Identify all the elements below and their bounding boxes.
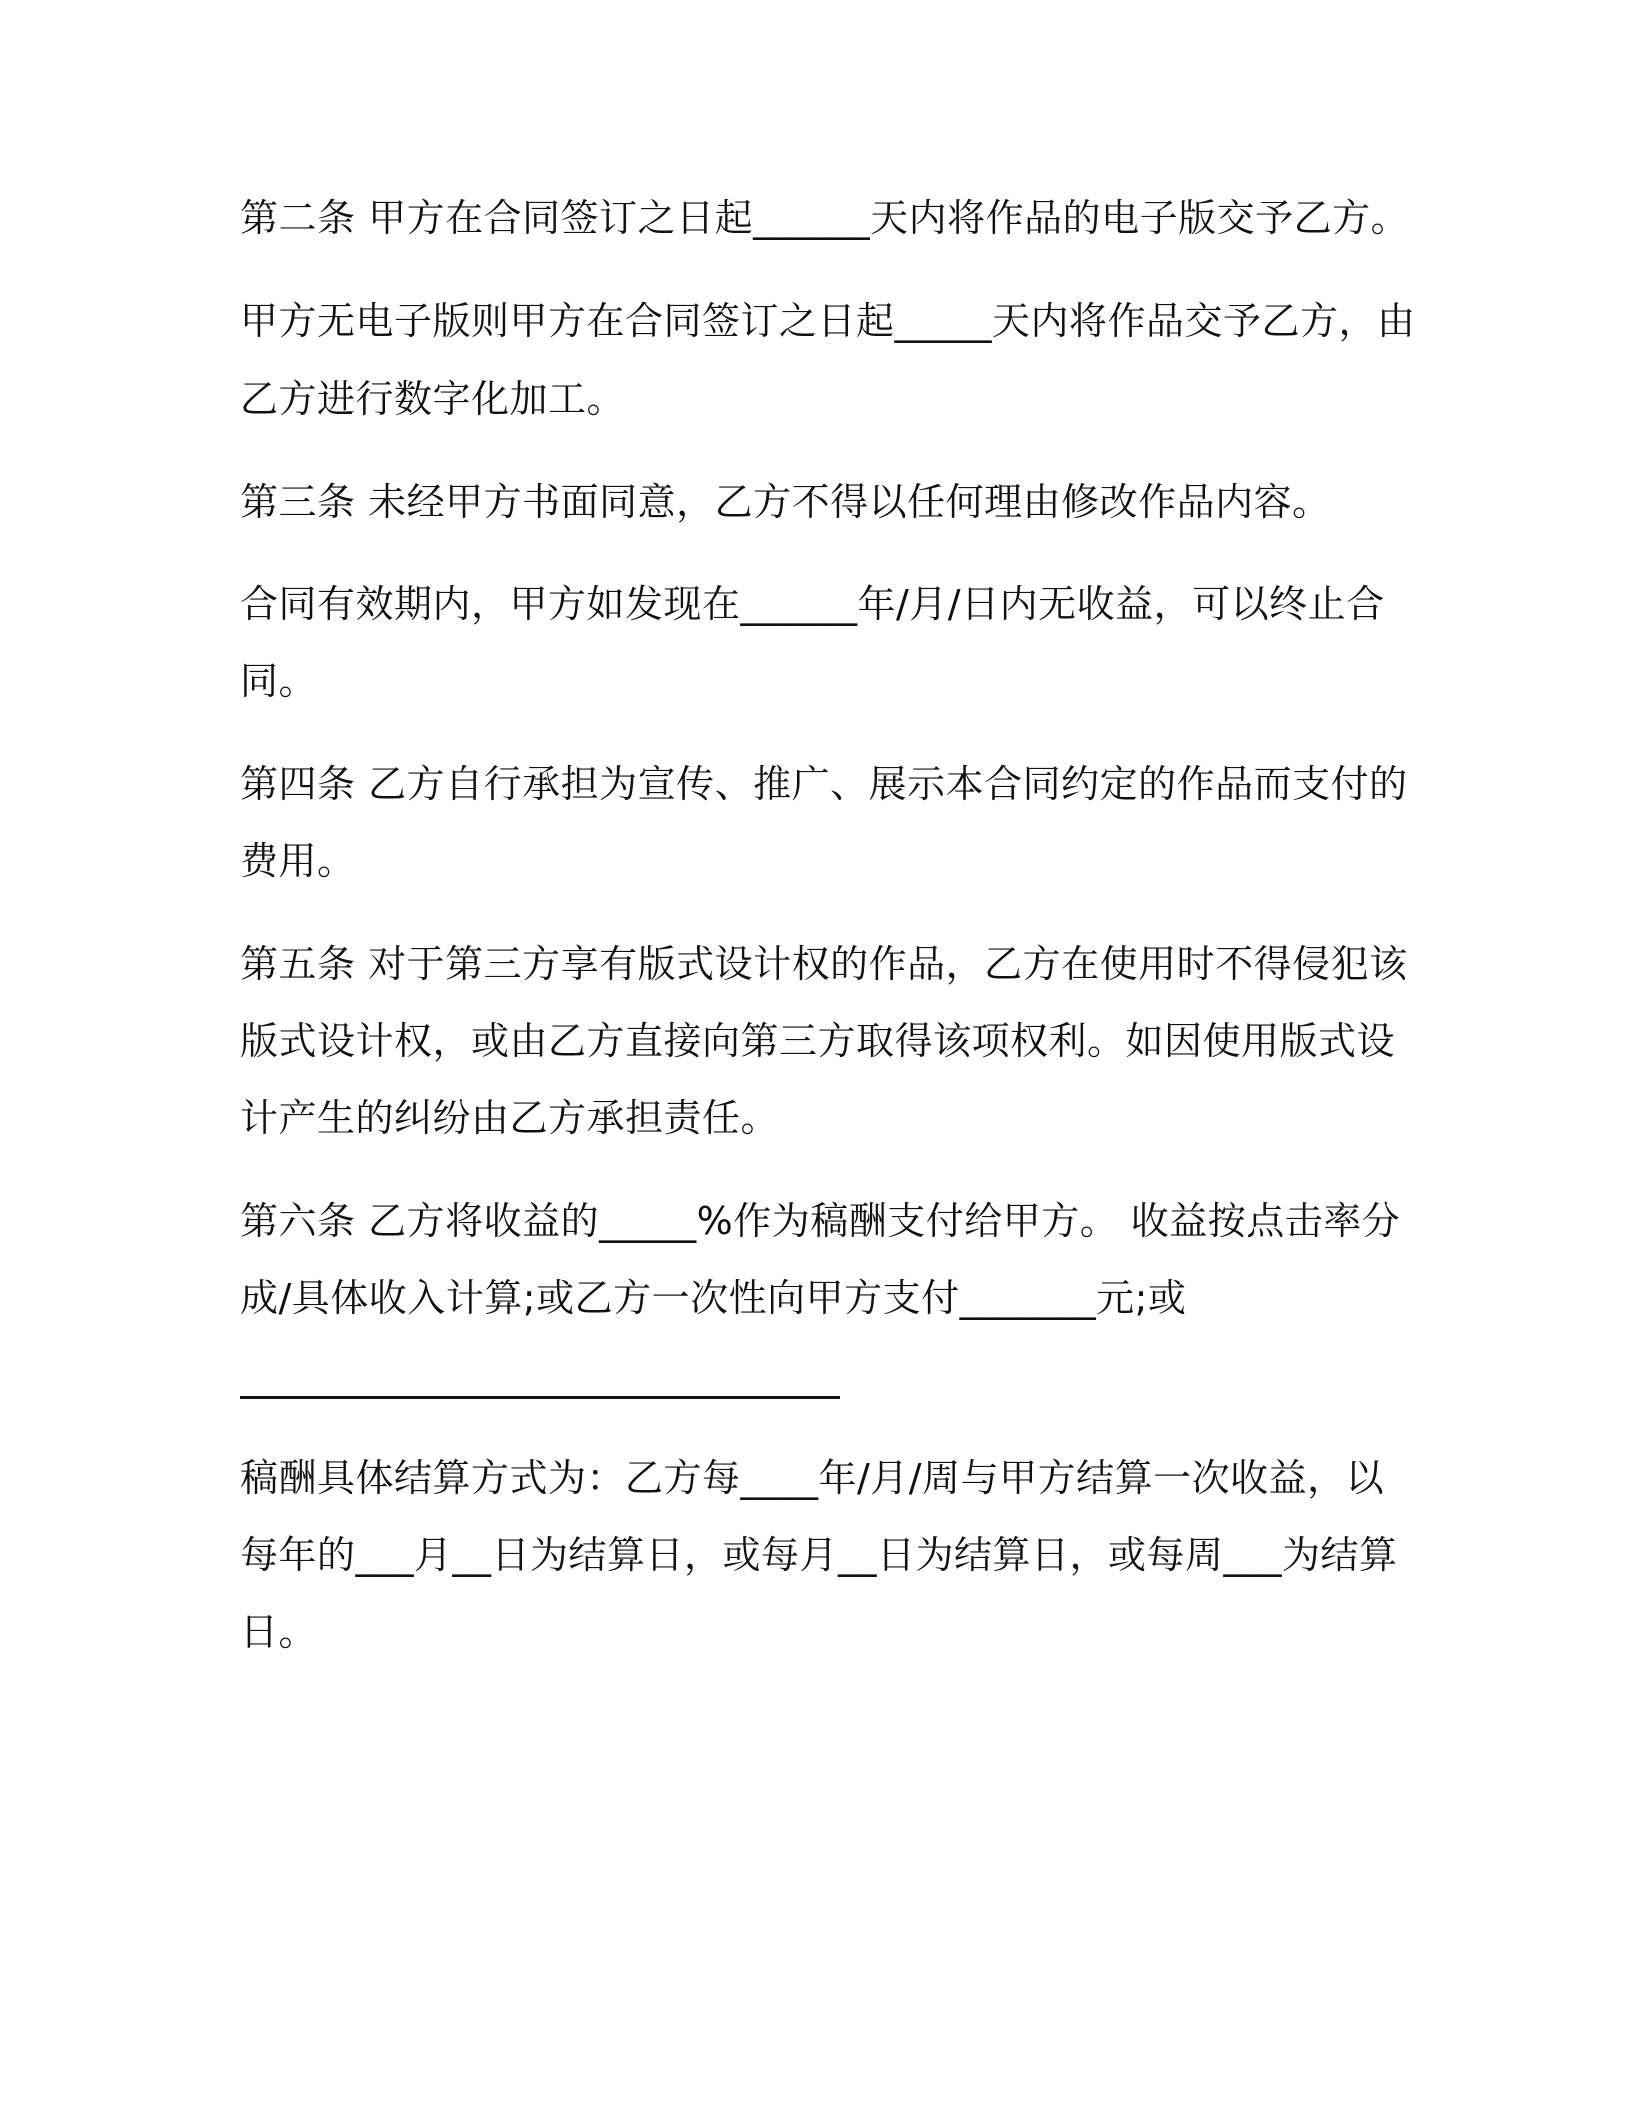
article-5-line-3: 计产生的纠纷由乙方承担责任。 — [240, 1096, 780, 1140]
article-3-line-1: 第三条 未经甲方书面同意，乙方不得以任何理由修改作品内容。 — [240, 480, 1331, 524]
settlement-line-1: 稿酬具体结算方式为：乙方每____年/月/周与甲方结算一次收益，以 — [240, 1456, 1385, 1500]
article-5-line-1: 第五条 对于第三方享有版式设计权的作品，乙方在使用时不得侵犯该 — [240, 942, 1408, 986]
fill-in-blank-line — [240, 1396, 840, 1399]
article-4-line-2: 费用。 — [240, 839, 356, 883]
article-3-line-2: 合同有效期内，甲方如发现在______年/月/日内无收益，可以终止合 — [240, 582, 1385, 626]
article-2-line-3: 乙方进行数字化加工。 — [240, 377, 626, 421]
settlement-line-2: 每年的___月__日为结算日，或每月__日为结算日，或每周___为结算 — [240, 1533, 1398, 1577]
article-4-line-1: 第四条 乙方自行承担为宣传、推广、展示本合同约定的作品而支付的 — [240, 762, 1408, 806]
article-2-line-1: 第二条 甲方在合同签订之日起______天内将作品的电子版交予乙方。 — [240, 196, 1410, 240]
article-6-line-2: 成/具体收入计算;或乙方一次性向甲方支付_______元;或 — [240, 1276, 1187, 1320]
article-2-line-2: 甲方无电子版则甲方在合同签订之日起_____天内将作品交予乙方，由 — [240, 299, 1416, 343]
article-6-line-1: 第六条 乙方将收益的_____%作为稿酬支付给甲方。 收益按点击率分 — [240, 1199, 1401, 1243]
settlement-line-3: 日。 — [240, 1610, 318, 1654]
article-5-line-2: 版式设计权，或由乙方直接向第三方取得该项权利。如因使用版式设 — [240, 1019, 1396, 1063]
article-3-line-3: 同。 — [240, 659, 318, 703]
